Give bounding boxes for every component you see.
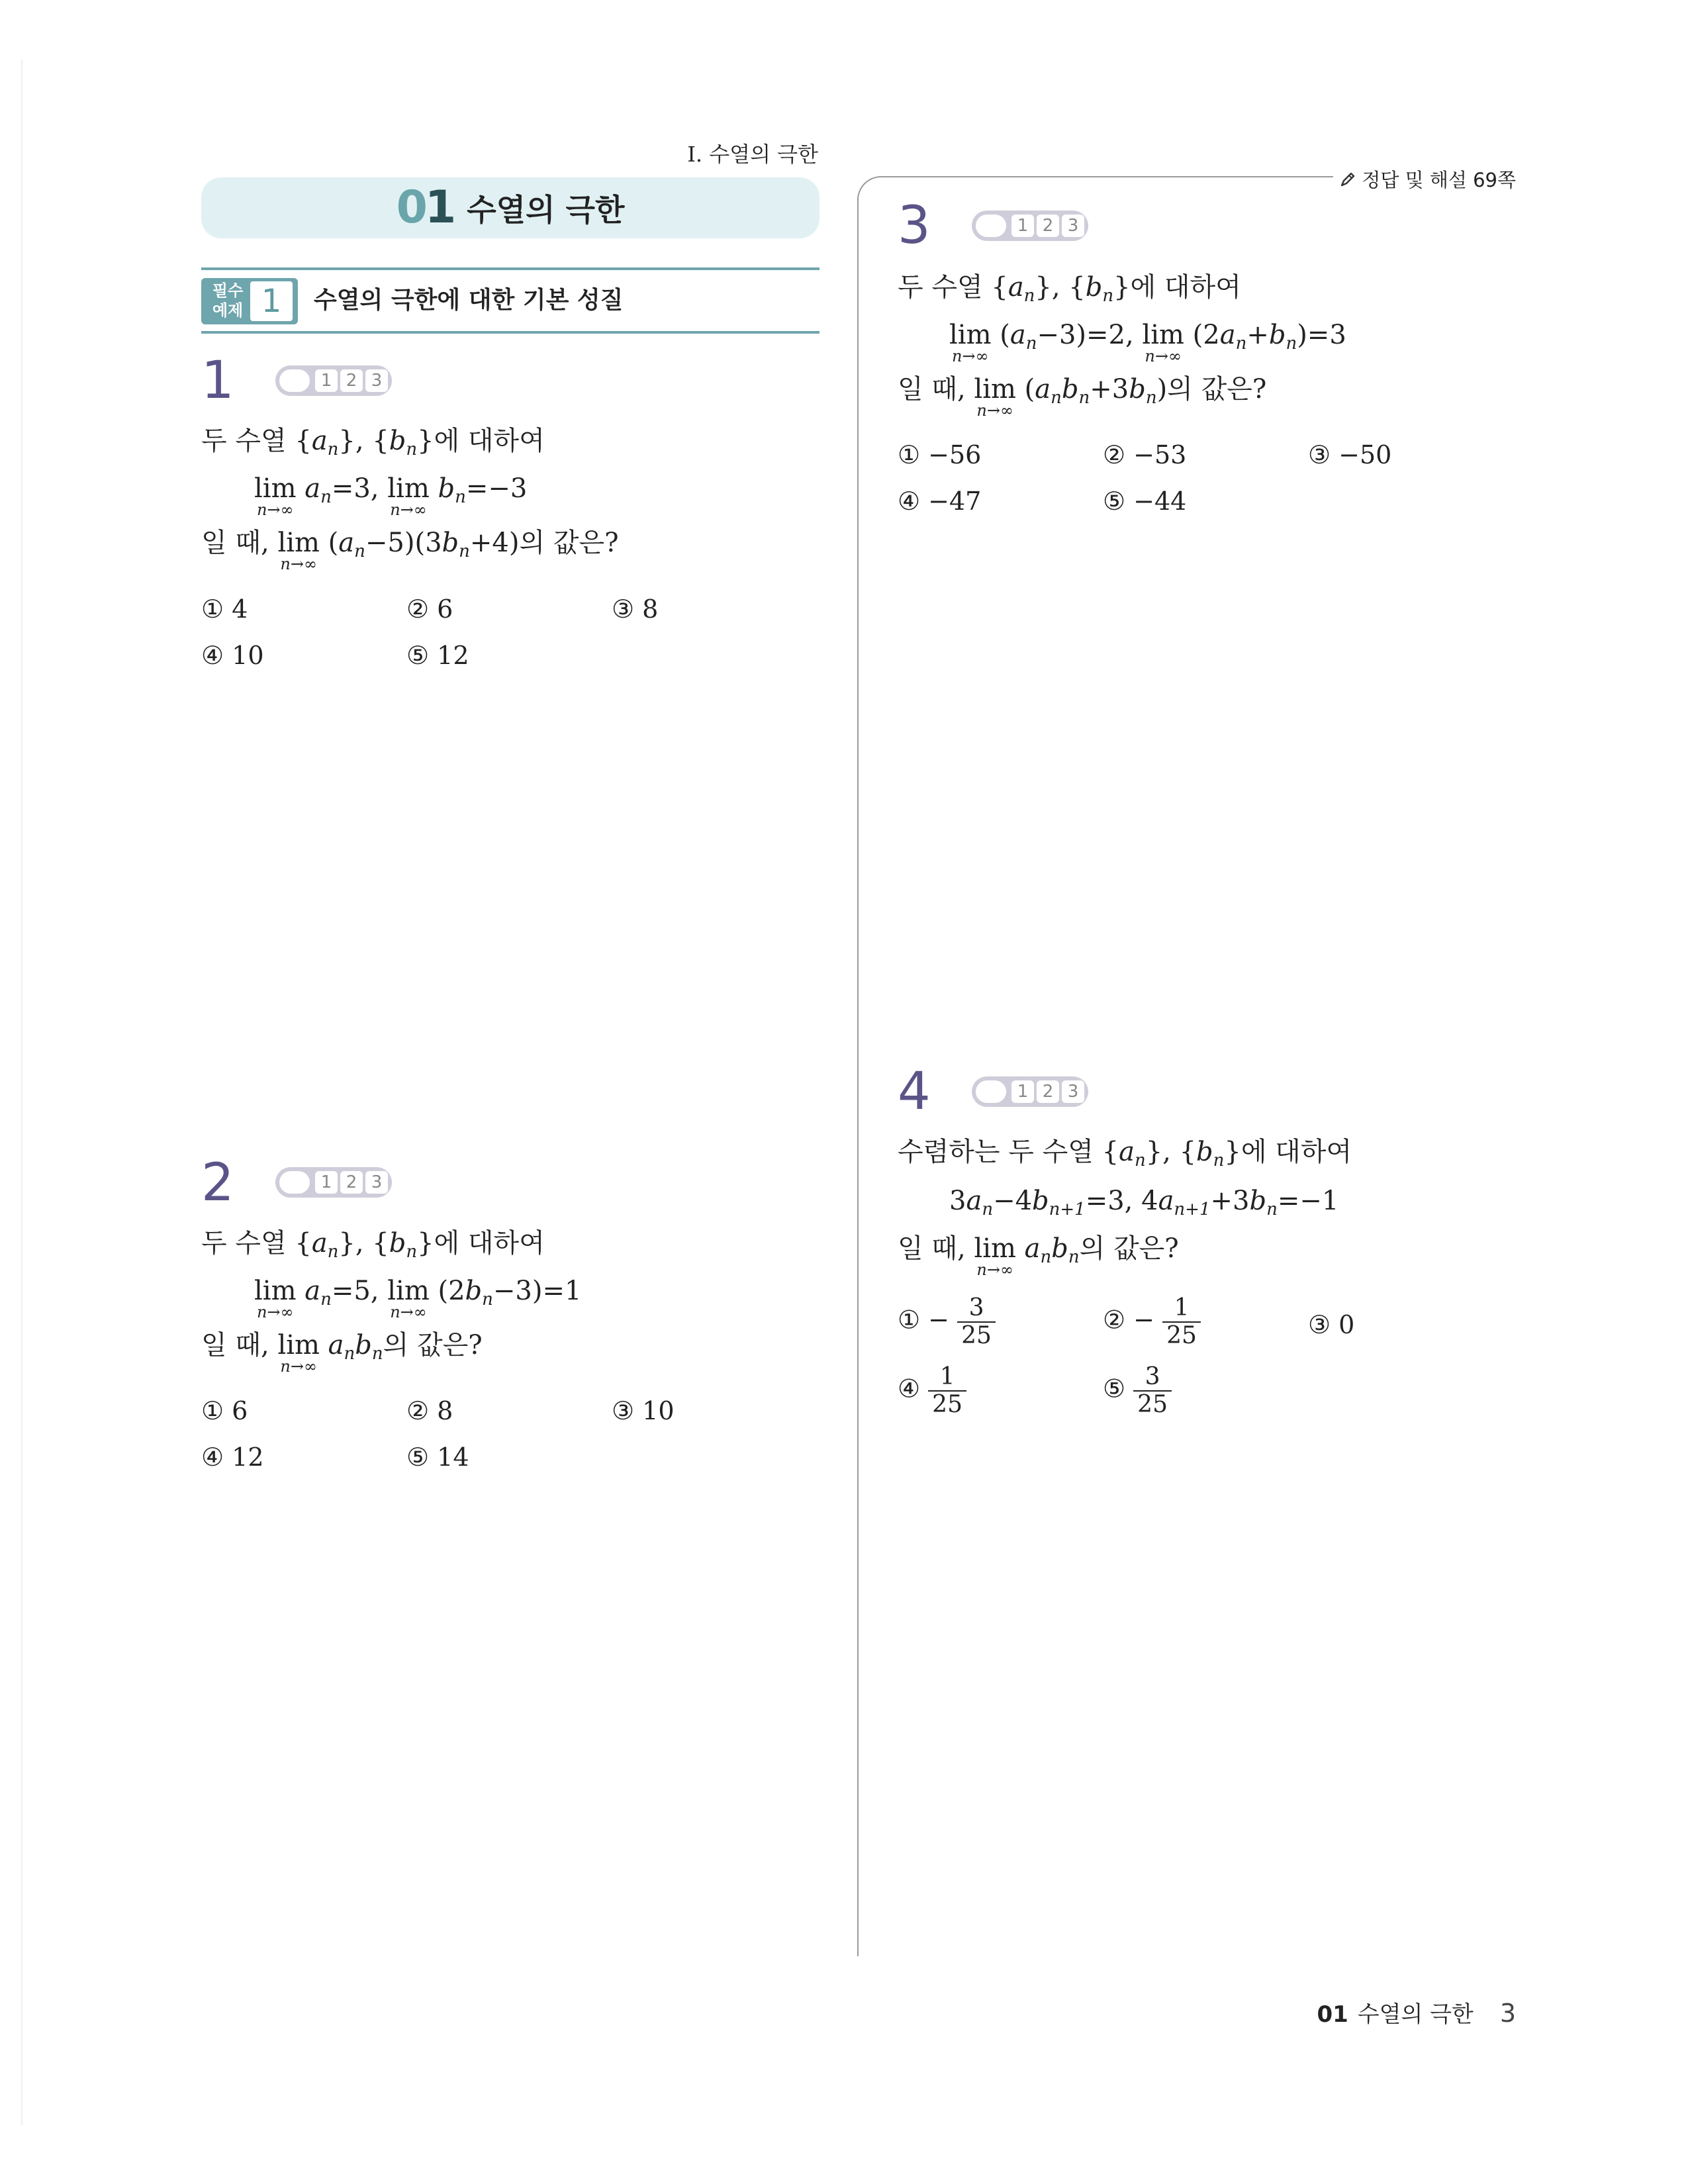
section-number xyxy=(396,181,454,234)
problem-4-condition: $3a_n-4b_{n+1}=3$, $4a_{n+1}+3b_n=-1$ xyxy=(949,1186,1339,1219)
problem-1-question: 일 때, lim n→∞ $(a_n-5)(3b_n+4)$의 값은? xyxy=(201,528,619,573)
example-title: 수열의 극한에 대한 기본 성질 xyxy=(314,287,624,314)
problem-1-choice-2[interactable]: ② 6 xyxy=(406,594,453,624)
problem-2-choice-4[interactable]: ④ 12 xyxy=(201,1443,264,1472)
problem-1-choice-4[interactable]: ④ 10 xyxy=(201,641,264,670)
difficulty-indicator xyxy=(972,211,1088,241)
chapter-roman: I. xyxy=(687,142,703,167)
difficulty-level: 1 xyxy=(1011,1080,1034,1103)
section-number-second: 1 xyxy=(424,181,454,234)
difficulty-level: 3 xyxy=(365,1171,388,1194)
section-number-first: 0 xyxy=(396,181,425,234)
problem-3-number: 3 xyxy=(898,196,931,256)
footer-section-title: 수열의 극한 xyxy=(1357,2001,1474,2028)
problem-1-condition: lim n→∞ $a_n=3$, lim n→∞ $b_n=-3$ xyxy=(254,473,528,519)
problem-1-choice-5[interactable]: ⑤ 12 xyxy=(406,641,469,670)
problem-4-choice-5[interactable]: ⑤ $\frac{3}{25}$ xyxy=(1103,1364,1172,1418)
column-divider-top xyxy=(880,176,1333,177)
difficulty-level: 2 xyxy=(1037,1080,1059,1103)
example-badge xyxy=(201,278,298,324)
column-divider xyxy=(857,199,859,1956)
difficulty-level: 1 xyxy=(315,369,338,392)
page-footer xyxy=(1317,1996,1516,2028)
problem-3-intro: 두 수열 $\{a_n\}$, $\{b_n\}$에 대하여 xyxy=(898,272,1241,306)
difficulty-level: 2 xyxy=(1037,214,1059,237)
problem-4-choice-3[interactable]: ③ 0 xyxy=(1308,1310,1355,1339)
difficulty-indicator xyxy=(275,1167,392,1198)
problem-2-choice-5[interactable]: ⑤ 14 xyxy=(406,1443,469,1472)
answer-reference xyxy=(1339,166,1516,193)
problem-3-choice-2[interactable]: ② −53 xyxy=(1103,440,1187,469)
footer-section-number: 01 xyxy=(1317,2001,1348,2028)
problem-1-number: 1 xyxy=(201,351,234,410)
column-divider-corner xyxy=(857,176,882,201)
problem-3-choice-4[interactable]: ④ −47 xyxy=(898,487,982,516)
problem-4-number: 4 xyxy=(898,1062,931,1121)
difficulty-level: 1 xyxy=(1011,214,1034,237)
problem-2-number: 2 xyxy=(201,1153,234,1213)
problem-2-question: 일 때, lim n→∞ $a_nb_n$의 값은? xyxy=(201,1330,483,1376)
difficulty-indicator xyxy=(275,365,392,396)
difficulty-level: 2 xyxy=(340,1171,363,1194)
difficulty-level: 1 xyxy=(315,1171,338,1194)
problem-1-choice-3[interactable]: ③ 8 xyxy=(612,594,659,624)
difficulty-level: 3 xyxy=(365,369,388,392)
page-number: 3 xyxy=(1499,1999,1516,2028)
difficulty-level: 3 xyxy=(1062,1080,1084,1103)
section-banner xyxy=(201,177,820,238)
example-badge-line2: 예제 xyxy=(212,301,244,320)
page-edge xyxy=(21,60,23,2125)
problem-3-choice-3[interactable]: ③ −50 xyxy=(1308,440,1392,469)
difficulty-indicator xyxy=(972,1076,1088,1107)
problem-4-intro: 수렴하는 두 수열 $\{a_n\}$, $\{b_n\}$에 대하여 xyxy=(898,1137,1352,1170)
problem-3-question: 일 때, lim n→∞ $(a_nb_n+3b_n)$의 값은? xyxy=(898,374,1267,420)
problem-4-question: 일 때, lim n→∞ $a_nb_n$의 값은? xyxy=(898,1233,1179,1279)
problem-1-intro: 두 수열 $\{a_n\}$, $\{b_n\}$에 대하여 xyxy=(201,426,545,459)
problem-2-choice-1[interactable]: ① 6 xyxy=(201,1396,248,1425)
problem-2-intro: 두 수열 $\{a_n\}$, $\{b_n\}$에 대하여 xyxy=(201,1228,545,1262)
problem-2-choice-2[interactable]: ② 8 xyxy=(406,1396,453,1425)
problem-4-choice-4[interactable]: ④ $\frac{1}{25}$ xyxy=(898,1364,966,1418)
example-badge-number: 1 xyxy=(250,281,293,321)
answer-reference-text: 정답 및 해설 69쪽 xyxy=(1362,169,1516,191)
problem-4-choice-1[interactable]: ① − $\frac{3}{25}$ xyxy=(898,1295,996,1349)
chapter-title: 수열의 극한 xyxy=(709,142,818,167)
difficulty-level: 3 xyxy=(1062,214,1084,237)
difficulty-level: 2 xyxy=(340,369,363,392)
section-title: 수열의 극한 xyxy=(467,192,625,228)
example-badge-line1: 필수 xyxy=(212,281,244,300)
problem-2-choice-3[interactable]: ③ 10 xyxy=(612,1396,675,1425)
pencil-icon xyxy=(1339,171,1356,188)
chapter-label xyxy=(687,138,818,168)
problem-4-choice-2[interactable]: ② − $\frac{1}{25}$ xyxy=(1103,1295,1201,1349)
problem-3-choice-5[interactable]: ⑤ −44 xyxy=(1103,487,1187,516)
problem-2-condition: lim n→∞ $a_n=5$, lim n→∞ $(2b_n-3)=1$ xyxy=(254,1276,582,1321)
problem-3-choice-1[interactable]: ① −56 xyxy=(898,440,982,469)
problem-1-choice-1[interactable]: ① 4 xyxy=(201,594,248,624)
problem-3-condition: lim n→∞ $(a_n-3)=2$, lim n→∞ $(2a_n+b_n)=3$ xyxy=(949,320,1346,365)
